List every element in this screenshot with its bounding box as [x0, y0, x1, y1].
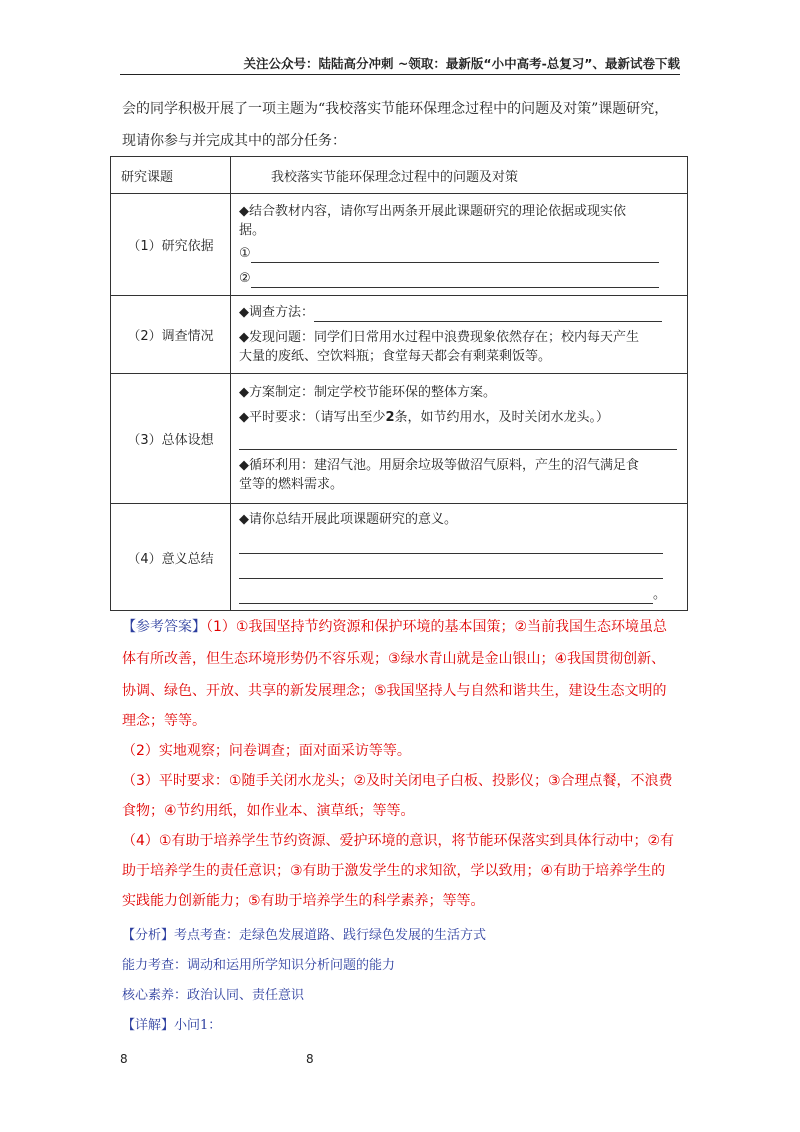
summary-end-mark: 。	[653, 587, 667, 602]
answer-line-9: 助于培养学生的责任意识；③有助于激发学生的求知欲，学以致用；④有助于培养学生的	[122, 863, 666, 879]
page-header	[120, 52, 680, 75]
summary-blank-3[interactable]	[239, 590, 653, 604]
summary-line-3	[239, 585, 677, 604]
req-number: 2	[385, 410, 395, 425]
header-text: 关注公众号：陆陆高分冲刺 ~领取：最新版“小中高考-总复习”、最新试卷下载	[243, 56, 680, 71]
basis-blank-2[interactable]	[251, 274, 659, 288]
table-row-survey	[111, 296, 688, 374]
basis-item-1	[239, 244, 677, 263]
answer-line-1	[122, 612, 692, 642]
req-text-b: 条，如节约用水，及时关闭水龙头。）	[394, 410, 610, 425]
answer-line-7: 食物；④节约用纸，如作业本、演草纸；等等。	[122, 803, 415, 819]
plan-content	[231, 374, 688, 504]
item-1-mark: ①	[239, 245, 251, 261]
summary-label: （4）意义总结	[111, 504, 231, 611]
answer-line-8: （4）①有助于培养学生节约资源、爱护环境的意识，将节能环保落实到具体行动中；②有	[122, 833, 675, 849]
page-number-left: 8	[120, 1052, 128, 1066]
answer-text-1: （1）①我国坚持节约资源和保护环境的基本国策；②当前我国生态环境虽总	[206, 619, 668, 635]
analysis-line-2: 能力考查：调动和运用所学知识分析问题的能力	[122, 958, 396, 973]
summary-line-1	[239, 535, 677, 554]
answer-line-10: 实践能力创新能力；⑤有助于培养学生的科学素养；等等。	[122, 893, 485, 909]
survey-method-label: ◆调查方法：	[239, 305, 314, 320]
detail-line	[122, 1014, 221, 1033]
summary-blank-1[interactable]	[239, 540, 663, 554]
summary-blank-2[interactable]	[239, 565, 663, 579]
table-row-summary	[111, 504, 688, 611]
basis-prompt-a: ◆结合教材内容，请你写出两条开展此课题研究的理论依据或现实依	[239, 203, 626, 219]
detail-tag: 【详解】	[122, 1018, 175, 1033]
answer-line-6: （3）平时要求：①随手关闭水龙头；②及时关闭电子白板、投影仪；③合理点餐，不浪费	[122, 773, 673, 789]
analysis-text-1: 考点考查：走绿色发展道路、践行绿色发展的生活方式	[174, 928, 487, 943]
topic-label: 研究课题	[111, 157, 231, 194]
basis-blank-1[interactable]	[251, 249, 659, 263]
analysis-tag: 【分析】	[122, 928, 175, 943]
intro-line-1: 会的同学积极开展了一项主题为“我校落实节能环保理念过程中的问题及对策”课题研究，	[122, 101, 669, 117]
plan-label: （3）总体设想	[111, 374, 231, 504]
plan-recycle-b: 堂等的燃料需求。	[239, 477, 344, 492]
survey-method	[239, 303, 677, 322]
answer-line-5: （2）实地观察；问卷调查；面对面采访等等。	[122, 743, 411, 759]
summary-prompt: ◆请你总结开展此项课题研究的意义。	[239, 512, 457, 527]
answer-tag: 【参考答案】	[122, 619, 206, 635]
analysis-line-3: 核心素养：政治认同、责任意识	[122, 988, 305, 1003]
survey-label: （2）调查情况	[111, 296, 231, 374]
intro-line-2: 现请你参与并完成其中的部分任务：	[122, 133, 346, 149]
table-row-basis	[111, 194, 688, 296]
summary-line-2	[239, 560, 677, 579]
plan-recycle-a: ◆循环利用：建沼气池。用厨余垃圾等做沼气原料，产生的沼气满足食	[239, 458, 639, 473]
page-number-center: 8	[306, 1052, 314, 1066]
answer-line-4: 理念；等等。	[122, 713, 206, 729]
table-row-topic	[111, 157, 688, 194]
survey-problem-b: 大量的废纸、空饮料瓶；食堂每天都会有剩菜剩饭等。	[239, 349, 552, 364]
summary-content	[231, 504, 688, 611]
survey-content	[231, 296, 688, 374]
answer-line-2: 体有所改善，但生态环境形势仍不容乐观；③绿水青山就是金山银山；④我国贯彻创新、	[122, 651, 666, 667]
plan-requirement-line	[239, 431, 677, 450]
task-table	[110, 156, 688, 611]
table-row-plan	[111, 374, 688, 504]
answer-line-3: 协调、绿色、开放、共享的新发展理念；⑤我国坚持人与自然和谐共生，建设生态文明的	[122, 683, 667, 699]
basis-item-2	[239, 269, 677, 288]
plan-requirement	[239, 408, 677, 427]
req-text-a: ◆平时要求：（请写出至少	[239, 410, 386, 425]
plan-text: ◆方案制定：制定学校节能环保的整体方案。	[239, 385, 496, 400]
survey-method-blank[interactable]	[314, 308, 662, 322]
req-blank[interactable]	[239, 436, 677, 450]
item-2-mark: ②	[239, 270, 251, 286]
survey-problem-a: ◆发现问题：同学们日常用水过程中浪费现象依然存在；校内每天产生	[239, 330, 639, 345]
basis-content	[231, 194, 688, 296]
basis-label: （1）研究依据	[111, 194, 231, 296]
analysis-line-1	[122, 924, 486, 943]
detail-text: 小问1：	[174, 1018, 222, 1033]
topic-value: 我校落实节能环保理念过程中的问题及对策	[231, 157, 688, 194]
basis-prompt-b: 据。	[239, 222, 266, 238]
